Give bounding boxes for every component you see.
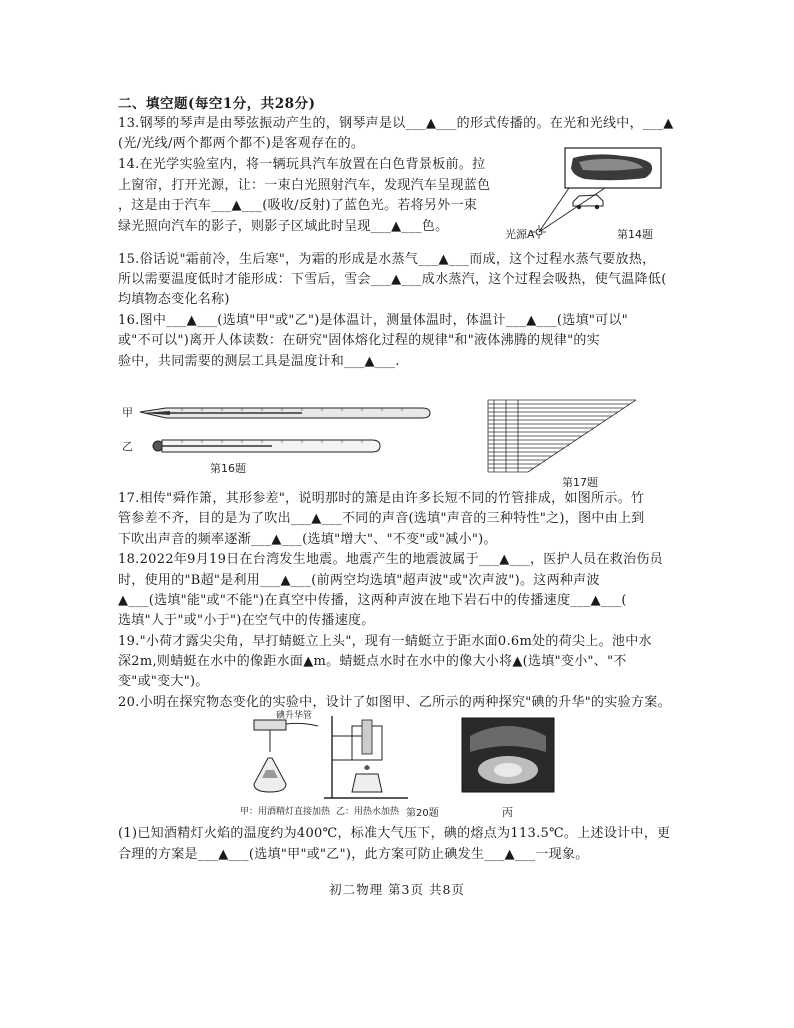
- q17-line2: 管参差不齐，目的是为了吹出___▲___不同的声音(选填"声音的三种特性"之)，图中由上到: [118, 511, 645, 526]
- figure-16-caption: 第16题: [210, 462, 246, 475]
- thermometer-jia-label: 甲: [122, 406, 133, 419]
- figure-20-yi-caption: 乙：用热水加热: [336, 807, 400, 817]
- thermometer-yi-label: 乙: [122, 440, 133, 453]
- q18-line1: 18.2022年9月19日在台湾发生地震。地震产生的地震波属于___▲___，医护人员在救治伤员: [118, 552, 663, 567]
- q16-line2: 或"不可以")离开人体读数：在研究"固体熔化过程的规律"和"液体沸腾的规律"的实: [118, 333, 600, 348]
- q18-line3: ▲___(选填"能"或"不能")在真空中传播，这两种声波在地下岩石中的传播速度___▲___(: [118, 593, 627, 608]
- q19-line2: 深2m,则蜻蜓在水中的像距水面▲m。蜻蜓点水时在水中的像大小将▲(选填"变小"、"不: [118, 654, 627, 669]
- figure-20-tube-label: 碘升华管: [276, 711, 313, 721]
- q19-line3: 变"或"变大")。: [118, 674, 209, 689]
- q18-line4: 选填"人于"或"小于")在空气中的传播速度。: [118, 613, 375, 628]
- q14-line2: 上窗帘，打开光源，让：一束白光照射汽车，发现汽车呈现蓝色: [118, 178, 491, 193]
- figure-20-bing-caption: 丙: [502, 806, 513, 819]
- figure-16: [122, 398, 452, 478]
- q18-line2: 时，使用的"B超"是利用___▲___(前两空均选填"超声波"或"次声波")。这两种声波: [118, 573, 600, 588]
- q14-line1: 14.在光学实验室内，将一辆玩具汽车放置在白色背景板前。拉: [118, 157, 486, 172]
- q17-line3: 下吹出声音的频率逐渐___▲___(选填"增大"、"不变"或"减小")。: [118, 532, 497, 547]
- q14-line3: ，这是由于汽车___▲___(吸收/反射)了蓝色光。若将另外一束: [118, 198, 478, 213]
- page-footer: 初二物理 第3页 共8页: [329, 882, 465, 897]
- q19-line1: 19."小荷才露尖尖角，早打蜻蜓立上头"，现有一蜻蜓立于距水面0.6m处的荷尖上。池中水: [118, 634, 652, 649]
- q20-sub1-line2: 合理的方案是___▲___(选填"甲"或"乙")，此方案可防止碘发生___▲___一现象。: [118, 847, 589, 862]
- figure-20-caption: 第20题: [406, 808, 439, 819]
- figure-16-drawing: [122, 398, 452, 478]
- q15-line3: 均填物态变化名称): [118, 292, 230, 307]
- q13-line1: 13.钢琴的琴声是由琴弦振动产生的，钢琴声是以___▲___的形式传播的。在光和光线中，___▲: [118, 116, 674, 131]
- q20-sub1-line1: (1)已知酒精灯火焰的温度约为400℃，标准大气压下，碘的熔点为113.5℃。上述设计中，更: [118, 826, 671, 841]
- q16-line3: 验中，共同需要的测层工具是温度计和___▲___.: [118, 354, 400, 369]
- figure-20: [240, 712, 570, 820]
- figure-14: [505, 144, 675, 244]
- section-title: 二、填空题(每空1分，共28分): [118, 96, 316, 112]
- figure-20-jia-caption: 甲：用酒精灯直接加热: [240, 807, 331, 817]
- q20-intro: 20.小明在探究物态变化的实验中，设计了如图甲、乙所示的两种探究"碘的升华"的实验方案。: [118, 695, 671, 710]
- q16-line1: 16.图中___▲___(选填"甲"或"乙")是体温计，测量体温时，体温计___▲___(选填"可以": [118, 313, 629, 328]
- figure-17-panpipe: [484, 396, 644, 476]
- q13-line2: (光/光线/两个都两个都不)是客观存在的。: [118, 136, 365, 151]
- figure-14-source-label: 光源A: [505, 228, 535, 241]
- figure-17: [484, 396, 644, 488]
- figure-14-caption: 第14题: [617, 228, 653, 241]
- figure-20-drawing: [240, 712, 570, 804]
- q15-line2: 所以需要温度低时才能形成：下雪后，雪会___▲___成水蒸汽，这个过程会吸热，使气温降低(: [118, 272, 667, 287]
- figure-17-caption: 第17题: [562, 476, 598, 489]
- q17-line1: 17.相传"舜作箫，其形参差"，说明那时的箫是由许多长短不同的竹管排成，如图所示。竹: [118, 491, 645, 506]
- q15-line1: 15.俗话说"霜前冷，生后寒"，为霜的形成是水蒸气___▲___而成，这个过程水蒸气要放热，: [118, 252, 656, 267]
- q14-line4: 绿光照向汽车的影子，则影子区域此时呈现___▲___色。: [118, 219, 449, 234]
